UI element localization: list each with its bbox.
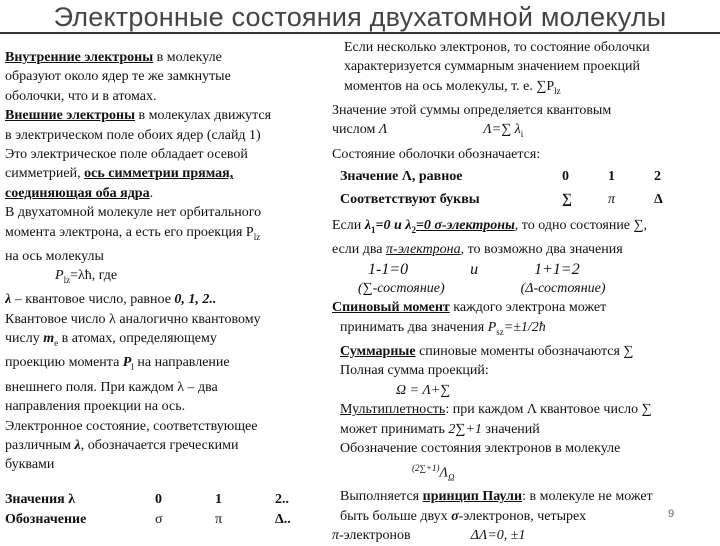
formula-values: 0, 1, 2..	[174, 292, 217, 308]
text-fragment: =0 и	[375, 218, 406, 234]
table-cell: 1	[608, 168, 615, 184]
state-label: (Δ-состояние)	[520, 281, 606, 297]
text-fragment: симметрией,	[5, 166, 85, 182]
table-cell: Δ	[654, 191, 663, 207]
text-fragment: и	[470, 260, 479, 278]
subscript: 2	[411, 224, 416, 235]
table-cell: Соответствуют буквы	[340, 191, 480, 207]
subscript: l	[131, 362, 134, 373]
text-fragment: может принимать	[340, 421, 449, 437]
left-column	[5, 48, 327, 475]
table-cell: Δ..	[275, 512, 291, 527]
formula-value: =±1/2ħ	[503, 319, 546, 335]
lambda-notation-table	[5, 490, 325, 530]
subscript: lz	[63, 275, 71, 286]
table-cell: σ	[155, 512, 163, 527]
text-line	[332, 120, 720, 144]
subscript: sz	[496, 326, 504, 337]
text-line	[332, 507, 720, 526]
table-cell: π	[608, 191, 616, 207]
formula-symbol: P	[122, 355, 132, 371]
text-line	[332, 342, 720, 361]
text-fragment: принимать два значения	[340, 319, 488, 335]
table-cell: ∑	[562, 191, 572, 207]
text-fragment: в молекуле	[153, 50, 222, 65]
text-line: в электрическом поле обоих ядер (слайд 1)	[5, 127, 261, 143]
text-fragment: моментов на ось молекулы, т. е. ∑P	[344, 78, 555, 94]
term-multiplicity: Мультиплетность	[340, 402, 446, 418]
formula-line	[332, 260, 720, 279]
text-line	[332, 216, 720, 240]
superscript: (2∑+1)	[412, 462, 440, 473]
text-fragment: , обозначается греческими	[80, 437, 239, 453]
text-line	[5, 184, 327, 203]
lambda-state-table	[340, 165, 700, 211]
formula-line	[332, 459, 720, 488]
text-line: Полная сумма проекций:	[340, 363, 489, 379]
text-fragment: на направление	[133, 355, 230, 371]
page-number: 9	[668, 508, 675, 520]
table-cell: 0	[155, 492, 162, 507]
text-line	[332, 420, 720, 439]
text-fragment: Выполняется	[340, 489, 423, 505]
text-line: внешнего поля. При каждом λ – два	[5, 379, 218, 395]
formula-symbol: λ	[364, 218, 371, 234]
text-line	[5, 436, 327, 455]
text-line: Состояние оболочки обозначается:	[332, 146, 541, 162]
subscript: 1	[370, 224, 376, 235]
term-inner-electrons: Внутренние электроны	[5, 50, 154, 65]
text-line: Это электрическое поле обладает осевой	[5, 147, 248, 163]
formula-symbol: m	[43, 331, 55, 347]
table-cell: Обозначение	[5, 512, 87, 527]
text-fragment: : в молекуле не может	[522, 489, 653, 505]
text-line	[5, 290, 327, 309]
text-line	[5, 353, 327, 377]
right-column	[332, 38, 720, 546]
text-fragment: в атомах, определяющему	[58, 331, 217, 347]
term-sigma-electrons: =0 σ-электроны	[415, 218, 515, 234]
state-label: (∑-состояние)	[358, 281, 445, 297]
table-cell: π	[215, 512, 223, 527]
text-line	[5, 48, 327, 67]
text-line: на ось молекулы	[5, 248, 104, 264]
formula-value: 2∑+1	[448, 421, 482, 437]
formula-sum: Λ=∑ λ	[483, 122, 521, 138]
text-line: Обозначение состояния электронов в молекуле	[340, 441, 621, 457]
term-spin-moment: Спиновый момент	[332, 300, 450, 316]
text-line: В двухатомной молекуле нет орбитального	[5, 205, 262, 221]
text-fragment: , то возможно два значения	[460, 242, 623, 258]
text-line: направления проекции на ось.	[5, 399, 186, 415]
text-fragment: – квантовое число, равное	[11, 292, 175, 308]
text-fragment: -электронов, четырех	[458, 508, 587, 524]
text-fragment: числу	[5, 331, 44, 347]
table-cell: 2	[654, 168, 661, 184]
text-fragment: в молекулах движутся	[135, 108, 272, 124]
text-line: оболочки, что и в атомах.	[5, 88, 157, 104]
table-cell: 0	[562, 168, 569, 184]
term-connecting-nuclei: соединяющая оба ядра	[5, 185, 150, 201]
formula-symbol: λ	[74, 437, 81, 453]
term-outer-electrons: Внешние электроны	[5, 108, 136, 124]
term-symmetry-axis: ось симметрии прямая,	[84, 166, 234, 182]
text-fragment: если два	[332, 242, 387, 258]
text-line	[5, 106, 327, 125]
formula-symbol: π	[332, 528, 340, 544]
text-fragment: различным	[5, 437, 75, 453]
text-line: буквами	[5, 457, 55, 473]
text-fragment: , то одно состояние ∑,	[514, 218, 648, 234]
term-total-spin: Суммарные	[340, 344, 416, 360]
subscript: e	[54, 338, 59, 349]
table-cell: 1	[215, 492, 222, 507]
text-line	[332, 400, 720, 419]
text-fragment: значений	[481, 421, 540, 437]
text-line: Электронное состояние, соответствующее	[5, 418, 258, 434]
text-fragment: числом	[332, 122, 379, 138]
table-cell: Значения λ	[5, 492, 76, 507]
table-cell: 2..	[275, 492, 289, 507]
text-line: образуют около ядер те же замкнутые	[5, 69, 231, 85]
text-line	[5, 223, 327, 247]
text-line	[5, 164, 327, 183]
subscript: lz	[253, 231, 261, 242]
formula-line	[5, 266, 327, 290]
text-fragment: каждого электрона может	[449, 300, 607, 316]
text-line	[332, 279, 720, 298]
table-cell: Значение Λ, равное	[340, 168, 463, 184]
slide-title: Электронные состояния двухатомной молекулы	[53, 2, 667, 32]
text-fragment: момента электрона, а есть его проекция P	[5, 224, 254, 240]
formula-symbol: λ	[5, 292, 12, 308]
table-row	[340, 165, 700, 188]
formula-value: ΔΛ=0, ±1	[470, 528, 526, 544]
table-row	[5, 510, 325, 530]
text-line	[332, 526, 720, 545]
text-fragment: =λħ, где	[70, 268, 118, 284]
formula-value: 1-1=0	[368, 260, 409, 278]
text-fragment: : при каждом Λ квантовое число ∑	[445, 402, 652, 418]
text-line: характеризуется суммарным значением проекций	[344, 59, 640, 75]
subscript: Ω	[447, 471, 455, 482]
text-fragment: спиновые моменты обозначаются ∑	[415, 344, 634, 360]
formula-symbol: P	[487, 319, 497, 335]
text-line	[332, 318, 720, 342]
table-row	[5, 490, 325, 510]
text-fragment: быть больше двух	[340, 508, 452, 524]
text-fragment: .	[149, 185, 154, 201]
formula-symbol: σ	[451, 508, 459, 524]
text-line	[332, 298, 720, 317]
formula-symbol: Λ	[439, 465, 448, 481]
text-line	[332, 240, 720, 259]
formula-symbol: Λ	[378, 122, 388, 138]
text-fragment: -электронов	[339, 528, 411, 544]
subscript: i	[520, 129, 524, 140]
term-pi-electrons: π-электрона	[386, 242, 461, 258]
term-pauli-principle: принцип Паули	[422, 489, 523, 505]
text-line: Если несколько электронов, то состояние оболочки	[344, 40, 650, 55]
table-row	[340, 188, 700, 211]
text-line	[5, 329, 327, 353]
text-fragment: проекцию момента	[5, 355, 123, 371]
formula-symbol: P	[55, 268, 64, 284]
formula-value: 1+1=2	[534, 260, 580, 278]
text-line	[332, 77, 720, 101]
text-line: Значение этой суммы определяется квантовым	[332, 103, 612, 119]
text-fragment: Если	[332, 218, 365, 234]
text-line: Квантовое число λ аналогично квантовому	[5, 311, 261, 327]
subscript: lz	[554, 85, 561, 96]
text-line	[332, 487, 720, 506]
formula-line: Ω = Λ+∑	[396, 382, 451, 398]
formula-symbol: λ	[405, 218, 412, 234]
title-underline	[0, 32, 720, 34]
